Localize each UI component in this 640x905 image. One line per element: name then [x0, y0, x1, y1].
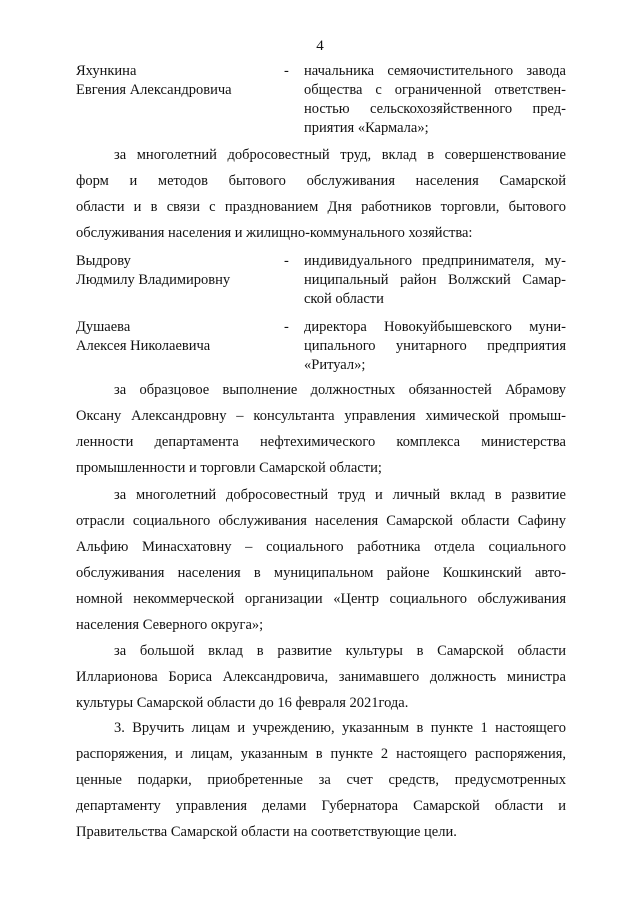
- clause-3-paragraph: [76, 715, 566, 845]
- position-line: начальника семяочистительного завода: [304, 63, 566, 79]
- person-name: [76, 252, 286, 290]
- person-position: [304, 252, 566, 309]
- paragraph-line: обслуживания населения в муниципальном районе Кошкинский авто-: [76, 565, 566, 581]
- award-paragraph-labor: [76, 142, 566, 246]
- award-paragraph-safina: [76, 482, 566, 638]
- paragraph-line: отрасли социального обслуживания населения Самарской области Сафину: [76, 513, 566, 529]
- paragraph-line: Оксану Александровну – консультанта управления химической промыш-: [76, 408, 566, 424]
- entry-dash: -: [284, 63, 289, 79]
- person-name-line: Людмилу Владимировну: [76, 272, 231, 288]
- person-name-line: Душаева: [76, 319, 131, 335]
- person-name-line: Яхункина: [76, 63, 137, 79]
- paragraph-line: форм и методов бытового обслуживания населения Самарской: [76, 173, 566, 189]
- position-line: индивидуального предпринимателя, му-: [304, 253, 566, 269]
- paragraph-line: Правительства Самарской области на соответствующие цели.: [76, 824, 457, 840]
- position-line: ниципальный район Волжский Самар-: [304, 272, 566, 288]
- paragraph-line: культуры Самарской области до 16 февраля 2021года.: [76, 695, 409, 711]
- paragraph-line: ленности департамента нефтехимического комплекса министерства: [76, 434, 566, 450]
- position-line: «Ритуал»;: [304, 357, 366, 373]
- paragraph-line: распоряжения, и лицам, указанным в пункте 2 настоящего распоряжения,: [76, 746, 566, 762]
- position-line: директора Новокуйбышевского муни-: [304, 319, 566, 335]
- paragraph-line: населения Северного округа»;: [76, 617, 264, 633]
- page-number: 4: [316, 38, 324, 54]
- position-line: ципального унитарного предприятия: [304, 338, 566, 354]
- position-line: приятия «Кармала»;: [304, 120, 429, 136]
- paragraph-line: номной некоммерческой организации «Центр социального обслуживания: [76, 591, 566, 607]
- position-line: общества с ограниченной ответствен-: [304, 82, 566, 98]
- entry-dash: -: [284, 319, 289, 335]
- person-name-line: Евгения Александровича: [76, 82, 232, 98]
- person-position: [304, 318, 566, 375]
- person-name: [76, 318, 286, 356]
- position-line: ской области: [304, 291, 384, 307]
- paragraph-line: за образцовое выполнение должностных обязанностей Абрамову: [114, 382, 566, 398]
- paragraph-line: обслуживания населения и жилищно-коммунального хозяйства:: [76, 225, 473, 241]
- paragraph-line: Альфию Минасхатовну – социального работника отдела социального: [76, 539, 566, 555]
- entry-dash: -: [284, 253, 289, 269]
- person-position: [304, 62, 566, 138]
- person-name: [76, 62, 286, 100]
- paragraph-line: области и в связи с празднованием Дня работников торговли, бытового: [76, 199, 566, 215]
- paragraph-line: за большой вклад в развитие культуры в Самарской области: [114, 643, 566, 659]
- paragraph-line: Илларионова Бориса Александровича, занимавшего должность министра: [76, 669, 566, 685]
- paragraph-line: за многолетний добросовестный труд и личный вклад в развитие: [114, 487, 566, 503]
- paragraph-line: промышленности и торговли Самарской области;: [76, 460, 382, 476]
- paragraph-line: за многолетний добросовестный труд, вклад в совершенствование: [114, 147, 566, 163]
- award-paragraph-illarionov: [76, 638, 566, 716]
- paragraph-line: ценные подарки, приобретенные за счет средств, предусмотренных: [76, 772, 566, 788]
- person-name-line: Алексея Николаевича: [76, 338, 211, 354]
- person-name-line: Выдрову: [76, 253, 131, 269]
- paragraph-line: 3. Вручить лицам и учреждению, указанным в пункте 1 настоящего: [114, 720, 566, 736]
- award-paragraph-abramova: [76, 377, 566, 481]
- paragraph-line: департаменту управления делами Губернатора Самарской области и: [76, 798, 566, 814]
- position-line: ностью сельскохозяйственного пред-: [304, 101, 566, 117]
